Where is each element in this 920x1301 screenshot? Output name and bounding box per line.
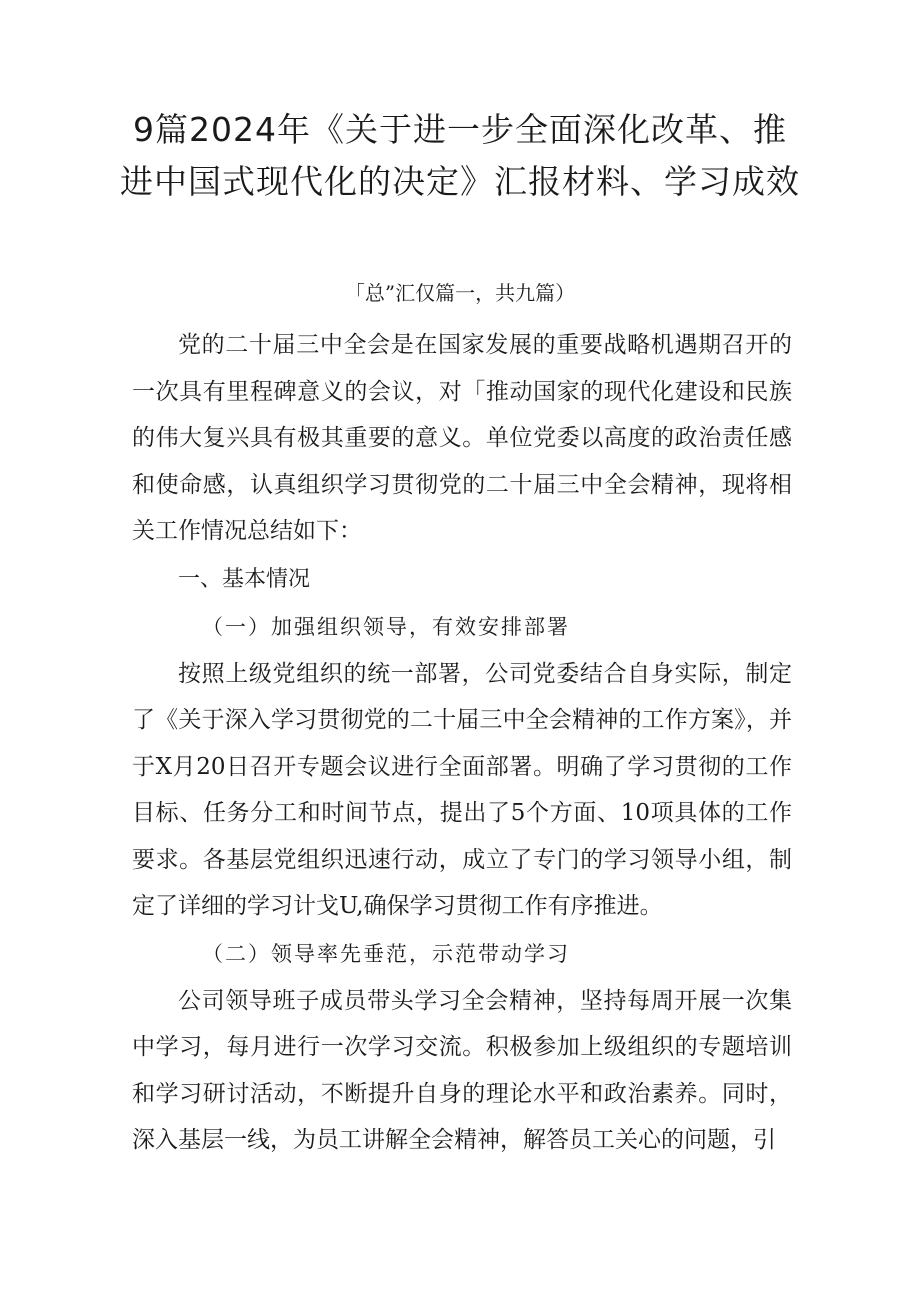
section-heading-basic-situation: 一、基本情况 — [178, 566, 311, 592]
subsection-heading-organization: （一）加强组织领导，有效安排部署 — [202, 614, 570, 639]
document-subtitle: 「总”汇仅篇一，共九篇） — [344, 281, 576, 305]
document-body — [132, 322, 792, 1164]
subsection-heading-leadership: （二）领导率先垂范，示范带动学习 — [202, 941, 570, 966]
organization-paragraph: 按照上级党组织的统一部署，公司党委结合自身实际，制定了《关于深入学习贯彻党的二十届三中全会精神的工作方案》，并于X月20日召开专题会议进行全面部署。明确了学习贯彻的工作目标、任务分工和时间节点，提出了5个方面、10项具体的工作要求。各基层党组织迅速行动，成立了专门的学习领导小组，制定了详细的学习计戈U,确保学习贯彻工作有序推进。 — [132, 660, 792, 919]
document-title: 9篇2024年《关于进一步全面深化改革、推进中国式现代化的决定》汇报材料、学习成效 — [120, 110, 800, 201]
intro-paragraph: 党的二十届三中全会是在国家发展的重要战略机遇期召开的一次具有里程碑意义的会议，对「推动国家的现代化建设和民族的伟大复兴具有极其重要的意义。单位党委以高度的政治责任感和使命感，认真组织学习贯彻党的二十届三中全会精神，现将相关工作情况总结如下： — [132, 332, 792, 544]
leadership-paragraph: 公司领导班子成员带头学习全会精神，坚持每周开展一次集中学习，每月进行一次学习交流。积极参加上级组织的专题培训和学习研讨活动，不断提升自身的理论水平和政治素养。同时，深入基层一线，为员工讲解全会精神，解答员工关心的问题，引 — [132, 987, 792, 1153]
